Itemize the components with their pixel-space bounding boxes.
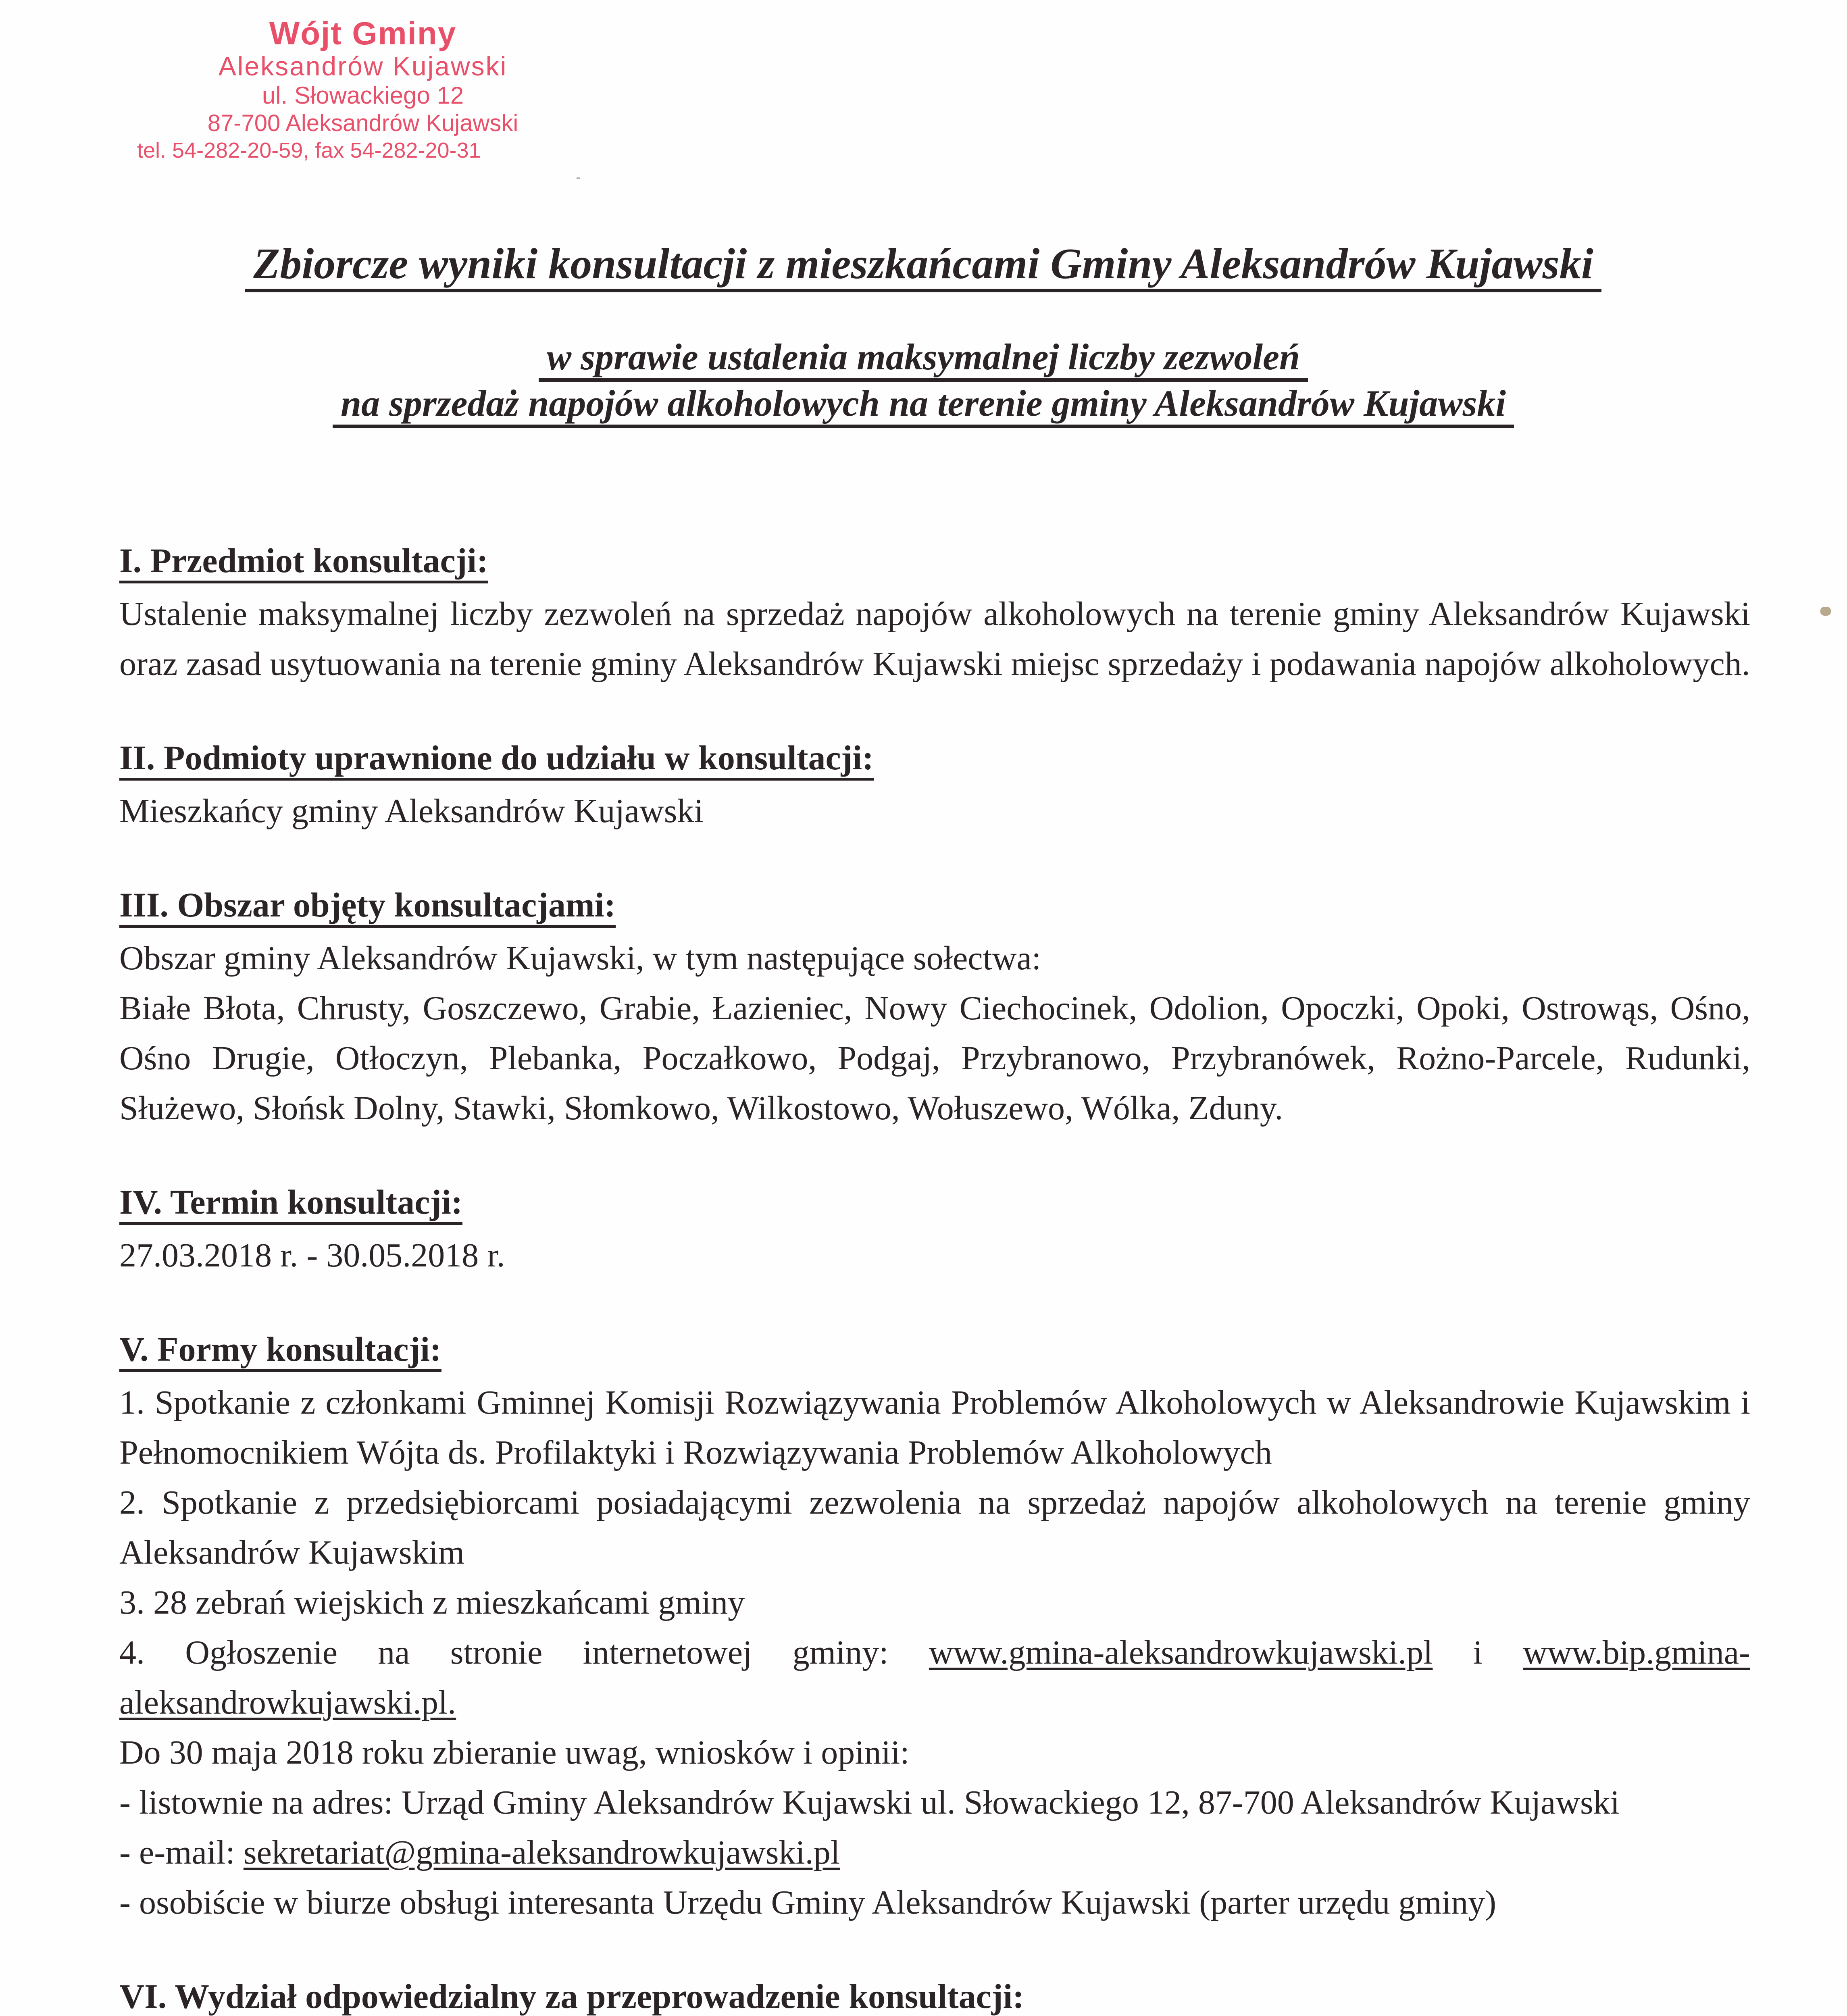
form-item-3: 3. 28 zebrań wiejskich z mieszkańcami gminy (119, 1584, 745, 1621)
form-item-4-and: i (1473, 1634, 1483, 1671)
section-area (119, 881, 1750, 1133)
document-subtitle-line-1 (121, 335, 1726, 379)
stamp-line-municipality: Aleksandrów Kujawski (218, 51, 508, 81)
submission-by-email (119, 1828, 1750, 1878)
stamp-line-postal: 87-700 Aleksandrów Kujawski (207, 110, 518, 136)
stamp-line-office: Wójt Gminy (269, 15, 457, 51)
email-link[interactable]: sekretariat@gmina-aleksandrowkujawski.pl (243, 1834, 840, 1871)
section-responsible-department (119, 1972, 1750, 2016)
stamp-line-phone: tel. 54-282-20-59, fax 54-282-20-31 (137, 138, 481, 162)
section-heading: VI. Wydział odpowiedzialny za przeprowadzenie konsultacji: (119, 1976, 1024, 2016)
section-heading: III. Obszar objęty konsultacjami: (119, 885, 616, 928)
submission-in-person: - osobiście w biurze obsługi interesanta Urzędu Gminy Aleksandrów Kujawski (parter urzędu gminy) (119, 1884, 1497, 1921)
document-subtitle-line-2 (121, 381, 1726, 425)
form-item-4-prefix: 4. Ogłoszenie na stronie internetowej gminy: (119, 1634, 889, 1671)
form-item-4 (119, 1628, 1750, 1728)
section-heading: I. Przedmiot konsultacji: (119, 540, 488, 583)
section-intro: Obszar gminy Aleksandrów Kujawski, w tym następujące sołectwa: (119, 939, 1041, 977)
submission-by-post: - listownie na adres: Urząd Gminy Aleksandrów Kujawski ul. Słowackiego 12, 87-700 Aleksandrów Kujawski (119, 1784, 1620, 1821)
municipality-website-link[interactable]: www.gmina-aleksandrowkujawski.pl (929, 1634, 1433, 1671)
subtitle-line-1-text: w sprawie ustalenia maksymalnej liczby zezwoleń (539, 336, 1308, 382)
village-list: Białe Błota, Chrusty, Goszczewo, Grabie, Łazieniec, Nowy Ciechocinek, Odolion, Opoczki, Opoki, Ostrowąs, Ośno, Ośno Drugie, Otłoczyn, Plebanka, Poczałkowo, Podgaj, Przybranowo, Przybranówek, Rożno-Parcele, Rudunki, Służewo, Słońsk Dolny, Stawki, Słomkowo, Wilkostowo, Wołuszewo, Wólka, Zduny. (119, 989, 1750, 1127)
section-eligible-parties (119, 733, 1750, 836)
section-subject (119, 536, 1750, 689)
section-heading: II. Podmioty uprawnione do udziału w konsultacji: (119, 737, 874, 781)
document-title (121, 238, 1726, 290)
stamp-mark (577, 177, 580, 179)
document-title-text: Zbiorcze wyniki konsultacji z mieszkańcami Gminy Aleksandrów Kujawski (245, 240, 1601, 292)
subtitle-line-2-text: na sprzedaż napojów alkoholowych na terenie gminy Aleksandrów Kujawski (333, 383, 1514, 428)
form-item-2: 2. Spotkanie z przedsiębiorcami posiadającymi zezwolenia na sprzedaż napojów alkoholowych na terenie gminy Aleksandrów Kujawskim (119, 1484, 1750, 1571)
scan-speck (1820, 607, 1831, 616)
section-heading: V. Formy konsultacji: (119, 1329, 441, 1372)
section-forms (119, 1325, 1750, 1928)
section-heading: IV. Termin konsultacji: (119, 1182, 462, 1225)
section-term (119, 1178, 1750, 1281)
document-body (119, 536, 1750, 2016)
consultation-dates: 27.03.2018 r. - 30.05.2018 r. (119, 1237, 505, 1274)
bip-website-link[interactable]: www.bip.gmina-aleksandrowkujawski.pl. (119, 1634, 1751, 1721)
email-prefix: - e-mail: (119, 1834, 235, 1871)
official-stamp (133, 16, 593, 164)
section-text: Mieszkańcy gminy Aleksandrów Kujawski (119, 792, 704, 830)
form-item-1: 1. Spotkanie z członkami Gminnej Komisji Rozwiązywania Problemów Alkoholowych w Aleksandrowie Kujawskim i Pełnomocnikiem Wójta ds. Profilaktyki i Rozwiązywania Problemów Alkoholowych (119, 1384, 1750, 1471)
deadline-text: Do 30 maja 2018 roku zbieranie uwag, wniosków i opinii: (119, 1734, 910, 1771)
stamp-line-street: ul. Słowackiego 12 (262, 82, 464, 109)
section-text: Ustalenie maksymalnej liczby zezwoleń na sprzedaż napojów alkoholowych na terenie gminy Aleksandrów Kujawski oraz zasad usytuowania na terenie gminy Aleksandrów Kujawski miejsc sprzedaży i podawania napojów alkoholowych. (119, 595, 1750, 683)
